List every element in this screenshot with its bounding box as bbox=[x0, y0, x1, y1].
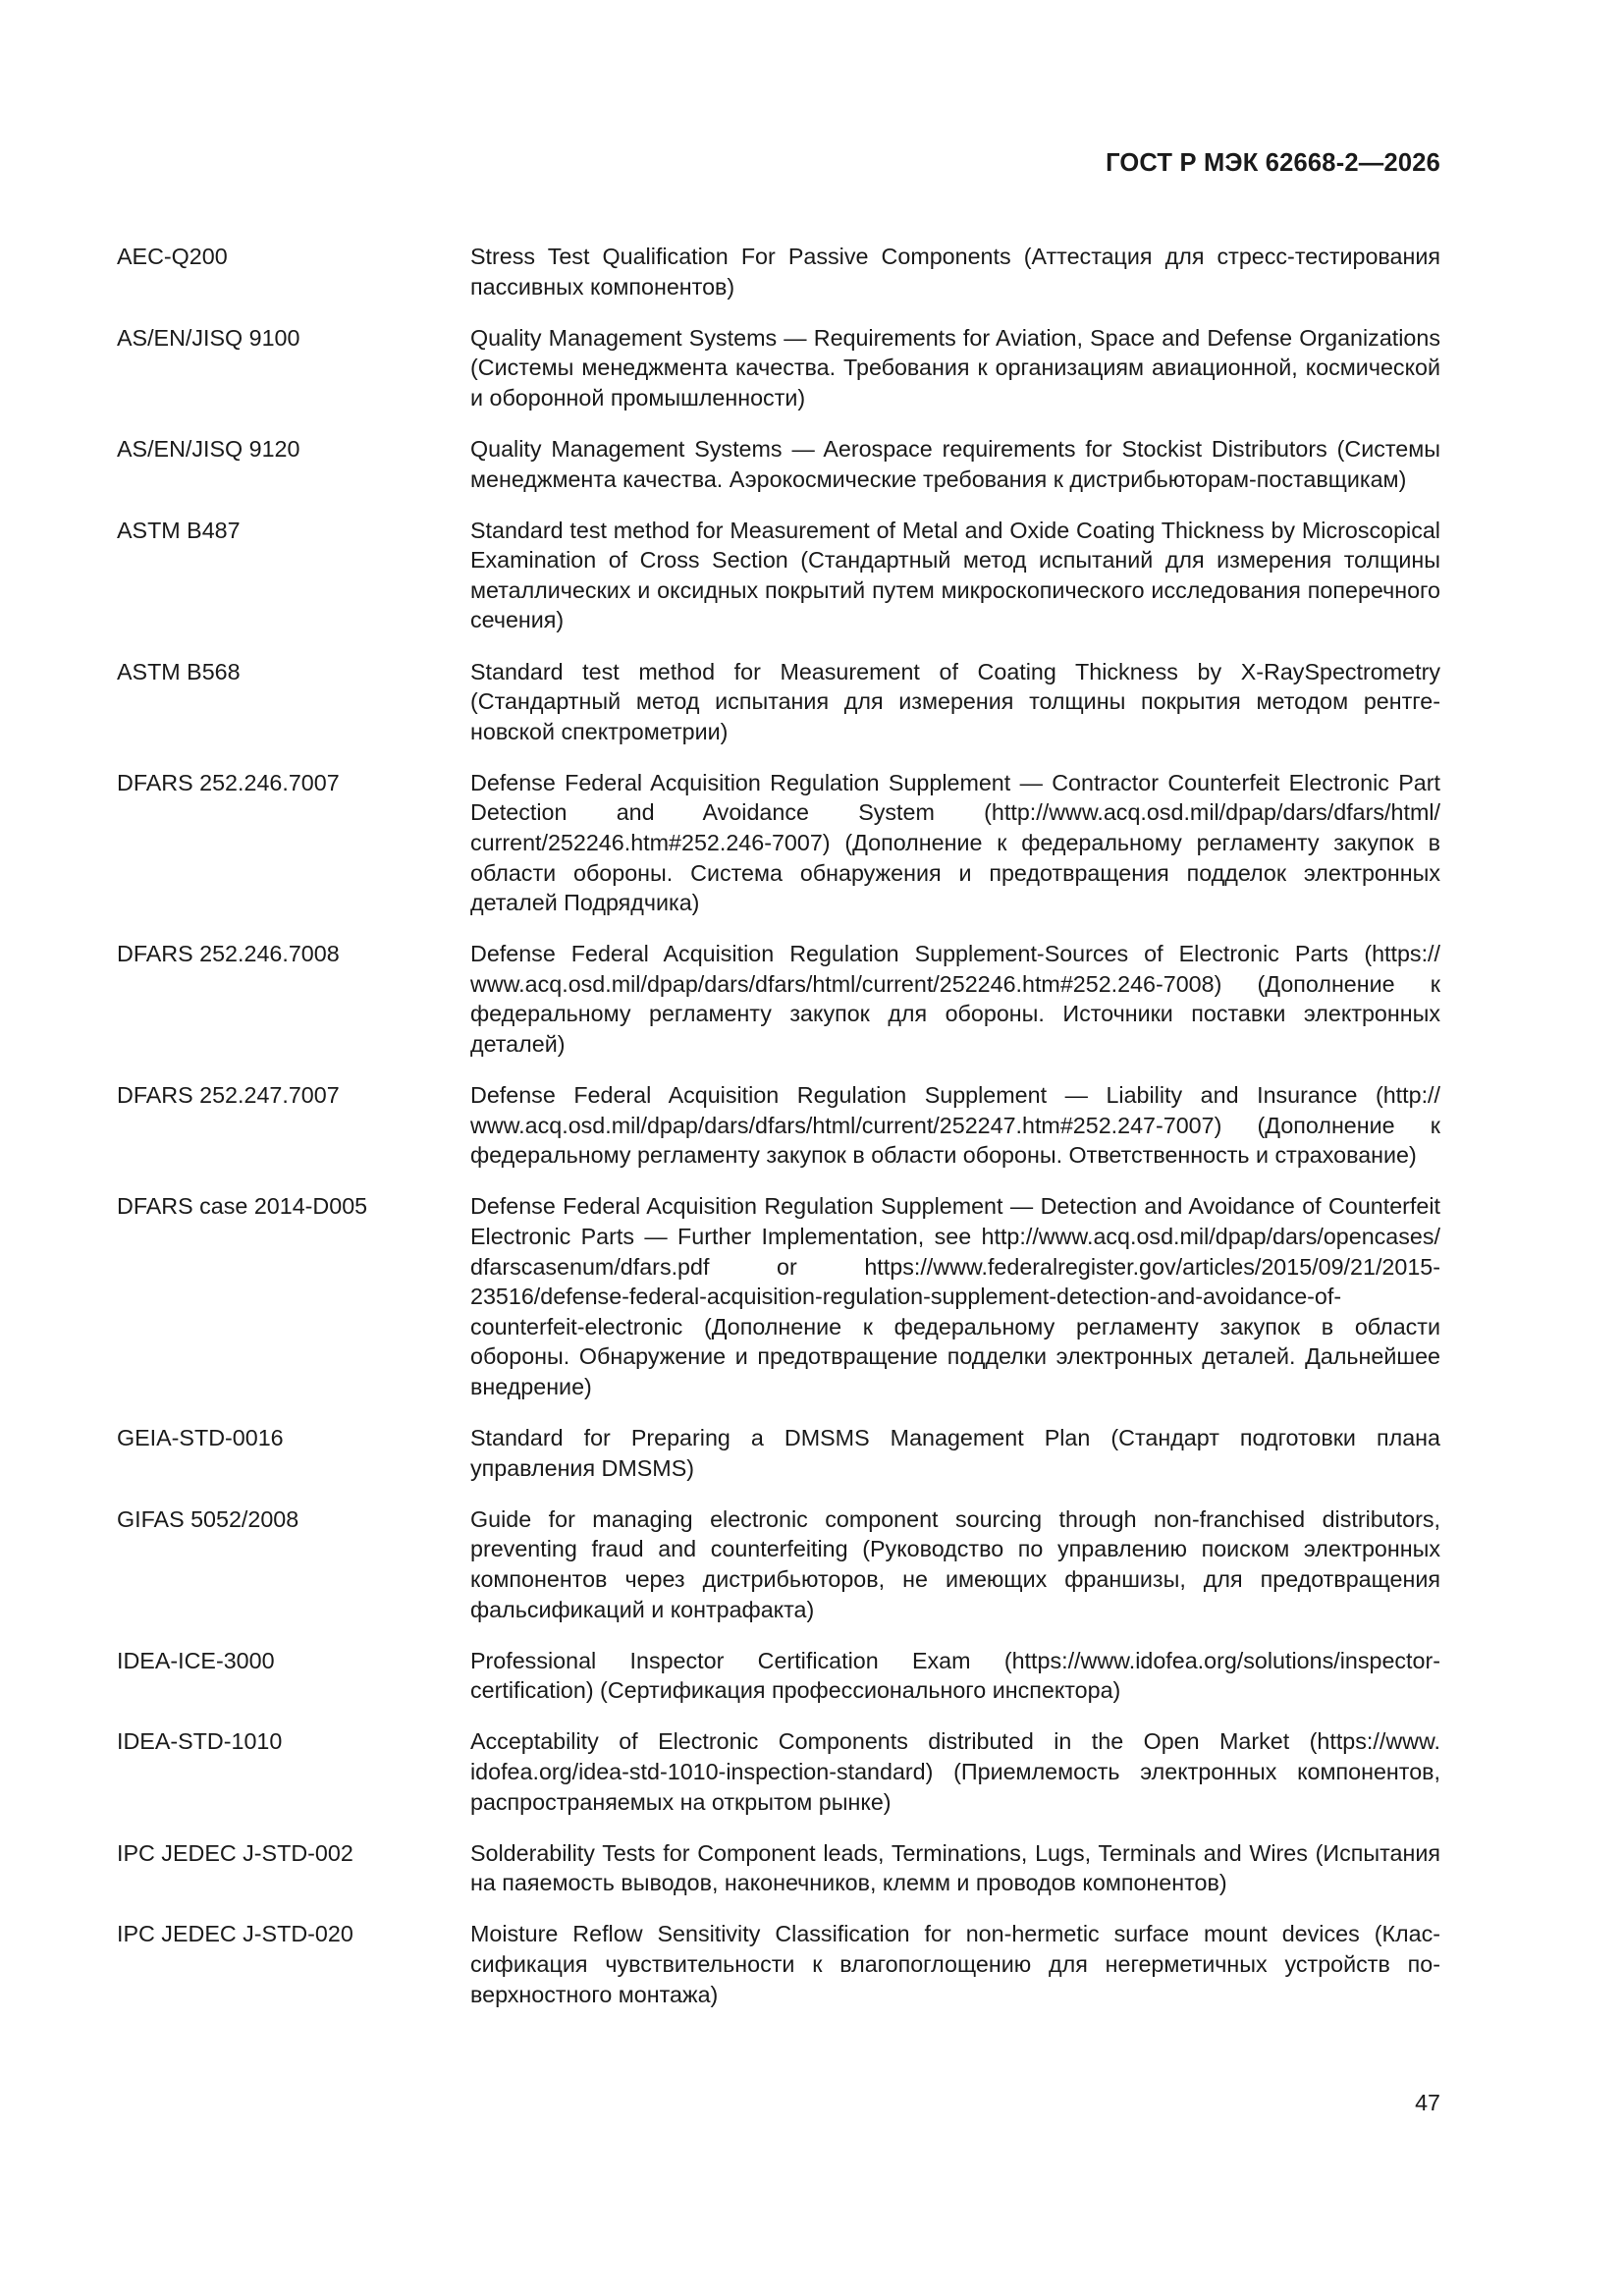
bibliography-entry bbox=[117, 1838, 1440, 1898]
bibliography-entry bbox=[117, 1080, 1440, 1171]
standard-title: Standard test method for Measurement of Coating Thickness by X-RaySpectrometry (Стандартный метод испытания для измерения толщины покрытия методом рентгеновской спектрометрии) bbox=[470, 658, 1440, 744]
bibliography-entry bbox=[117, 323, 1440, 413]
standard-code: IDEA-STD-1010 bbox=[117, 1728, 283, 1755]
document-header: ГОСТ Р МЭК 62668-2—2026 bbox=[1106, 149, 1440, 177]
standard-code: IDEA-ICE-3000 bbox=[117, 1647, 275, 1673]
standard-title: Stress Test Qualification For Passive Components (Аттестация для стресс-тестирования пассивных компонентов) bbox=[470, 244, 1440, 300]
bibliography-entry bbox=[117, 1919, 1440, 2009]
standard-title: Professional Inspector Certification Exam (https://www.idofea.org/solutions/inspector-​certification) (Сертификация профессионального инспектора) bbox=[470, 1647, 1440, 1704]
bibliography-entry bbox=[117, 1646, 1440, 1706]
standard-code: IPC JEDEC J-STD-002 bbox=[117, 1839, 353, 1866]
standard-code: ASTM B487 bbox=[117, 517, 241, 543]
bibliography-entry bbox=[117, 768, 1440, 918]
standard-title: Standard test method for Measurement of Metal and Oxide Coating Thickness by Microscopical Examination of Cross Section (Стандартный метод испытаний для измерения толщины металлических и оксидных покрытий путем микроскопического исследования поперечного сечения) bbox=[470, 517, 1440, 633]
standard-title: Moisture Reflow Sensitivity Classification for non-hermetic surface mount devices (Классификация чувствительности к влагопоглощению для негерметичных устройств поверхностного монтажа) bbox=[470, 1921, 1440, 2007]
bibliography-list bbox=[117, 242, 1440, 2031]
standard-title: Quality Management Systems — Requirements for Aviation, Space and Defense Organizations (Системы менеджмента качества. Требования к организациям авиационной, космической и оборонной промышленности) bbox=[470, 324, 1440, 410]
standard-code: GIFAS 5052/2008 bbox=[117, 1505, 299, 1532]
standard-title: Acceptability of Electronic Components distributed in the Open Market (https://www.​idofea.org/idea-std-1010-inspection-standard) (Приемлемость электронных компонентов, распространяемых на открытом рынке) bbox=[470, 1728, 1440, 1815]
standard-title: Defense Federal Acquisition Regulation Supplement — Liability and Insurance (http://​www.acq.osd.mil/dpap/dars/dfars/html/current/252247.htm#252.247-7007) (Дополнение к федеральному регламенту закупок в области обороны. Ответственность и страхование) bbox=[470, 1082, 1440, 1169]
page-number: 47 bbox=[1415, 2090, 1440, 2115]
bibliography-entry bbox=[117, 657, 1440, 747]
standard-code: DFARS case 2014-D005 bbox=[117, 1193, 368, 1220]
standard-title: Solderability Tests for Component leads, Terminations, Lugs, Terminals and Wires (Испытания на паяемость выводов, наконечников, клемм и проводов компонентов) bbox=[470, 1839, 1440, 1896]
standard-code: IPC JEDEC J-STD-020 bbox=[117, 1921, 353, 1947]
standard-title: Defense Federal Acquisition Regulation Supplement — Contractor Counterfeit Electronic Part Detection and Avoidance System (http://www.acq.osd.mil/dpap/dars/dfars/html/​current/252246.htm#252.246-7007) (Дополнение к федеральному регламенту закупок в области обороны. Система обнаружения и предотвращения подделок электронных деталей Подрядчика) bbox=[470, 769, 1440, 916]
bibliography-entry bbox=[117, 242, 1440, 301]
standard-code: ASTM B568 bbox=[117, 658, 241, 684]
standard-title: Guide for managing electronic component sourcing through non-franchised distributors, preventing fraud and counterfeiting (Руководство по управлению поиском электронных компонентов через дистрибьюторов, не имеющих франшизы, для предотвращения фальсификаций и контрафакта) bbox=[470, 1505, 1440, 1622]
bibliography-entry bbox=[117, 434, 1440, 494]
bibliography-entry bbox=[117, 516, 1440, 635]
standard-code: DFARS 252.246.7007 bbox=[117, 769, 340, 795]
standard-title: Quality Management Systems — Aerospace requirements for Stockist Distributors (Системы менеджмента качества. Аэрокосмические требования к дистрибьюторам-поставщикам) bbox=[470, 435, 1440, 492]
standard-code: AEC-Q200 bbox=[117, 244, 228, 269]
bibliography-entry bbox=[117, 1423, 1440, 1483]
standard-title: Defense Federal Acquisition Regulation Supplement-Sources of Electronic Parts (https://​www.acq.osd.mil/dpap/dars/dfars/html/current/252246.htm#252.246-7008) (Дополнение к федеральному регламенту закупок для обороны. Источники поставки электронных деталей) bbox=[470, 941, 1440, 1058]
standard-code: AS/EN/JISQ 9120 bbox=[117, 435, 300, 462]
standard-code: DFARS 252.247.7007 bbox=[117, 1082, 340, 1109]
standard-code: GEIA-STD-0016 bbox=[117, 1425, 284, 1451]
bibliography-entry bbox=[117, 939, 1440, 1059]
bibliography-entry bbox=[117, 1726, 1440, 1817]
bibliography-entry bbox=[117, 1191, 1440, 1401]
standard-title: Defense Federal Acquisition Regulation Supplement — Detection and Avoidance of Counterfeit Electronic Parts — Further Implementation, see http://www.acq.osd.mil/​dpap/dars/opencases/ dfarscasenum/dfars.pdf or https://www.federalregister.gov/​articles/2015/09/21/2015-23516/defense-federal-acquisition-regulation-supplement-​detection-and-avoidance-of-counterfeit-electronic (Дополнение к федеральному регламенту закупок в области обороны. Обнаружение и предотвращение подделки электронных деталей. Дальнейшее внедрение) bbox=[470, 1193, 1440, 1399]
standard-code: DFARS 252.246.7008 bbox=[117, 941, 340, 967]
bibliography-entry bbox=[117, 1504, 1440, 1624]
standard-title: Standard for Preparing a DMSMS Management Plan (Стандарт подготовки плана управления DMSMS) bbox=[470, 1425, 1440, 1481]
standard-code: AS/EN/JISQ 9100 bbox=[117, 324, 300, 351]
